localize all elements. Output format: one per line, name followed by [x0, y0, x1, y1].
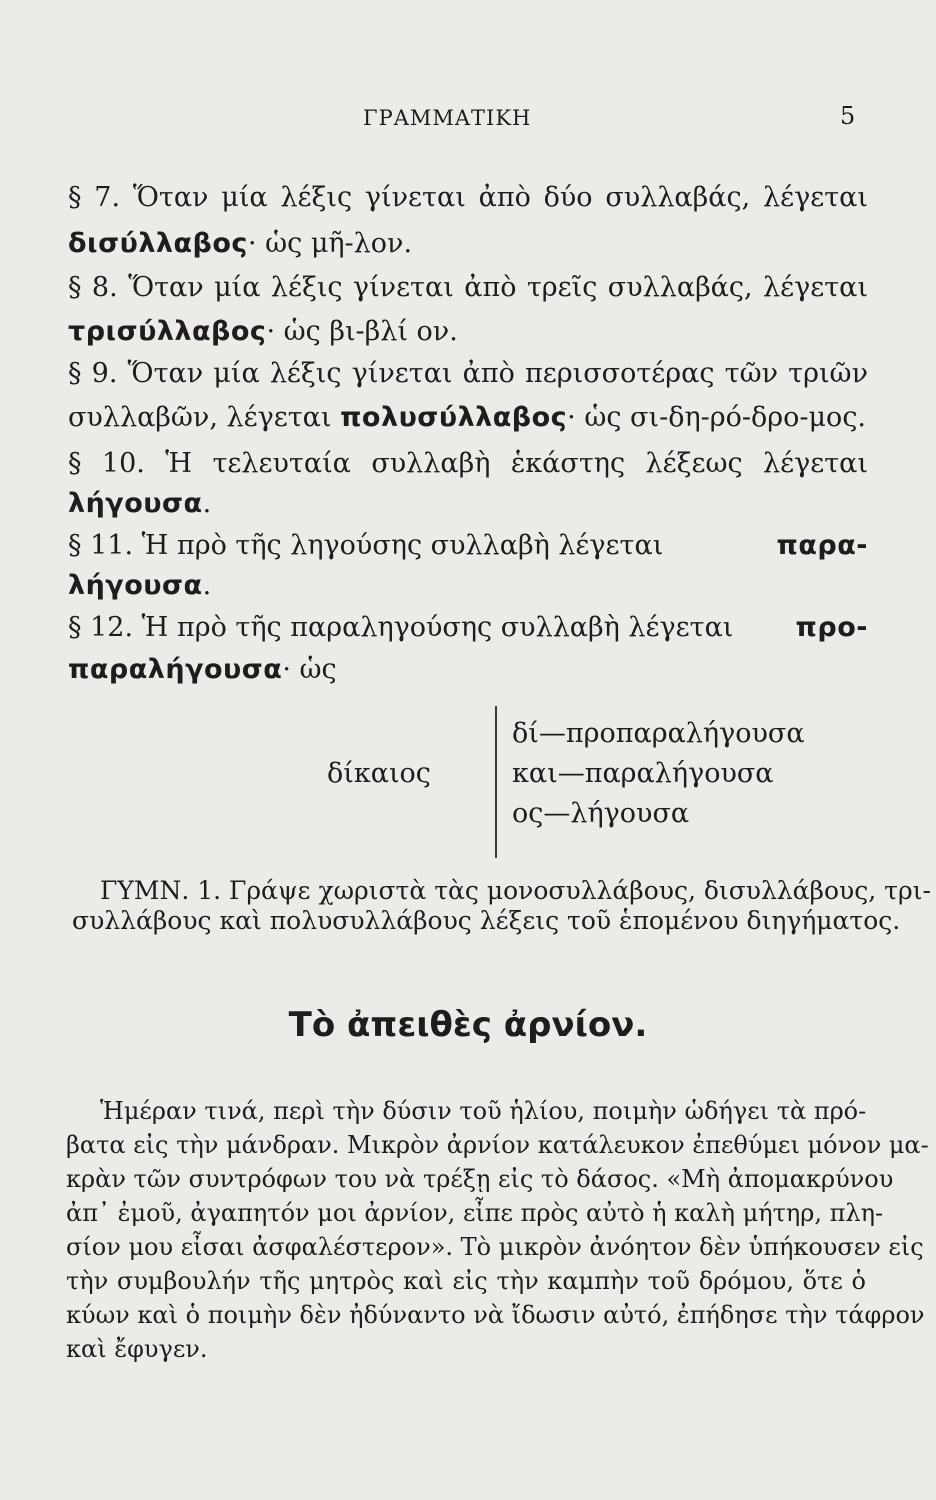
- story-line-5: σίον μου εἶσαι ἀσφαλέστερον». Τὸ μικρὸν ἀνόητον δὲν ὑπήκουσεν εἰς: [66, 1233, 924, 1261]
- rule-7-line-1: § 7. Ὅταν μία λέξις γίνεται ἀπὸ δύο συλλαβάς, λέγεται: [68, 182, 868, 213]
- rule-12-line-1: [68, 612, 868, 643]
- story-line-7: κύων καὶ ὁ ποιμὴν δὲν ἠδύναντο νὰ ἴδωσιν αὐτό, ἐπήδησε τὴν τάφρον: [66, 1301, 925, 1329]
- rule-11-line-1: [68, 530, 868, 561]
- term-para-prefix: παρα-: [776, 530, 868, 561]
- rule-12-example: · ὡς: [282, 654, 337, 685]
- rule-9-line-2: [68, 402, 868, 433]
- rule-9-prefix: συλλαβῶν, λέγεται: [68, 402, 341, 433]
- example-word: δίκαιος: [327, 758, 431, 789]
- term-polysyllabos: πολυσύλλαβος: [340, 402, 568, 433]
- story-line-6: τὴν συμβουλήν τῆς μητρὸς καὶ εἰς τὴν καμπὴν τοῦ δρόμου, ὅτε ὁ: [66, 1267, 866, 1295]
- story-line-8: καὶ ἔφυγεν.: [66, 1335, 208, 1363]
- page-number: 5: [840, 102, 856, 130]
- term-pro-prefix: προ-: [795, 612, 868, 643]
- rule-7-example: · ὡς μῆ-λον.: [247, 228, 413, 259]
- story-line-2: βατα εἰς τὴν μάνδραν. Μικρὸν ἀρνίον κατάλευκον ἐπεθύμει μόνον μα-: [66, 1131, 929, 1159]
- syllable-part-1: δί—προπαραλήγουσα: [512, 718, 805, 749]
- rule-8-example: · ὡς βι-βλί ον.: [266, 316, 458, 347]
- term-trisyllabos: τρισύλλαβος: [68, 316, 267, 347]
- story-line-1: Ἡμέραν τινά, περὶ τὴν δύσιν τοῦ ἡλίου, ποιμὴν ὡδήγει τὰ πρό-: [100, 1097, 867, 1125]
- divider-bar: [495, 706, 497, 858]
- rule-8-line-1: § 8. Ὅταν μία λέξις γίνεται ἀπὸ τρεῖς συλλαβάς, λέγεται: [68, 272, 868, 303]
- syllable-part-3: ος—λήγουσα: [512, 798, 690, 829]
- rule-10-end: .: [202, 488, 212, 519]
- term-disyllabos: δισύλλαβος: [68, 228, 248, 259]
- story-line-3: κρὰν τῶν συντρόφων του νὰ τρέξῃ εἰς τὸ δάσος. «Μὴ ἀπομακρύνου: [66, 1165, 894, 1193]
- rule-8-line-2: [68, 316, 868, 347]
- rule-10-line-2: [68, 488, 868, 519]
- rule-12-line-2: [68, 654, 868, 685]
- story-title: Τὸ ἀπειθὲς ἀρνίον.: [288, 1005, 648, 1045]
- story-line-4: ἀπ᾽ ἐμοῦ, ἀγαπητόν μοι ἀρνίον, εἶπε πρὸς αὐτὸ ἡ καλὴ μήτηρ, πλη-: [66, 1199, 884, 1227]
- rule-12-text: § 12. Ἡ πρὸ τῆς παραληγούσης συλλαβὴ λέγεται: [68, 612, 734, 643]
- running-title: ΓΡΑΜΜΑΤΙΚΗ: [363, 106, 532, 130]
- rule-9-line-1: § 9. Ὅταν μία λέξις γίνεται ἀπὸ περισσοτέρας τῶν τριῶν: [68, 358, 868, 389]
- rule-11-line-2: [68, 570, 868, 601]
- page-header: [0, 100, 936, 140]
- rule-9-example: · ὡς σι-δη-ρό-δρο-μος.: [567, 402, 867, 433]
- rule-11-end: .: [202, 570, 212, 601]
- rule-11-text: § 11. Ἡ πρὸ τῆς ληγούσης συλλαβὴ λέγεται: [68, 530, 664, 561]
- rule-7-line-2: [68, 228, 868, 259]
- term-legousa: λήγουσα: [68, 488, 203, 519]
- syllable-part-2: και—παραλήγουσα: [512, 758, 774, 789]
- term-paralegousa: λήγουσα: [68, 570, 203, 601]
- exercise-line-2: συλλάβους καὶ πολυσυλλάβους λέξεις τοῦ ἑπομένου διηγήματος.: [72, 906, 901, 935]
- term-proparalegousa: παραλήγουσα: [68, 654, 283, 685]
- exercise-line-1: ΓΥΜΝ. 1. Γράψε χωριστὰ τὰς μονοσυλλάβους, δισυλλάβους, τρι-: [100, 876, 931, 905]
- rule-10-line-1: § 10. Ἡ τελευταία συλλαβὴ ἑκάστης λέξεως λέγεται: [68, 448, 868, 479]
